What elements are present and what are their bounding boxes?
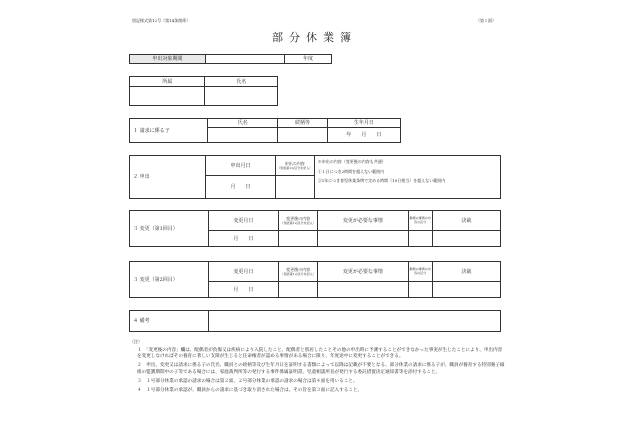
change2-table bbox=[129, 261, 501, 298]
request-date-label: 申出月日 bbox=[206, 156, 276, 176]
change1-section-label: ３ 変更（第1回目） bbox=[130, 211, 209, 247]
request-table bbox=[129, 155, 501, 199]
change1-doc-field[interactable] bbox=[408, 231, 432, 247]
period-year-field[interactable] bbox=[205, 55, 284, 64]
change2-reason-field[interactable] bbox=[318, 282, 409, 298]
change2-reason-label: 変更が必要な事情 bbox=[318, 262, 409, 282]
child-table bbox=[129, 118, 401, 143]
employee-table bbox=[129, 76, 278, 106]
name-label: 氏名 bbox=[205, 77, 278, 87]
request-content-field[interactable] bbox=[275, 176, 314, 199]
request-content-label-text: 申出の内容 bbox=[284, 161, 305, 166]
name-field[interactable] bbox=[205, 87, 278, 106]
note-item-3: ３ １号部分休業の承認の請求の場合は第２面、２号部分休業の承認の請求の場合は第４面を用いること。 bbox=[137, 378, 358, 384]
change1-content-label-text: 変更後の内容 bbox=[286, 216, 311, 221]
change1-reason-label: 変更が必要な事情 bbox=[318, 211, 409, 231]
request-section-label: ２ 申出 bbox=[130, 156, 206, 199]
child-relation-label: 続柄等 bbox=[278, 119, 327, 128]
change1-table bbox=[129, 210, 501, 247]
change2-date-field[interactable]: 月 日 bbox=[208, 282, 279, 298]
request-option-1: ①１日につき2時間を超えない範囲内 bbox=[317, 169, 385, 174]
period-table bbox=[129, 54, 332, 64]
change1-content-field[interactable] bbox=[279, 231, 318, 247]
child-name-label: 氏名 bbox=[208, 119, 278, 128]
change2-decision-label: 決裁 bbox=[432, 262, 500, 282]
request-options-header: ※申出の内容（変更後の内容も共通） bbox=[317, 159, 386, 164]
change1-date-label: 変更月日 bbox=[208, 211, 279, 231]
dept-field[interactable] bbox=[130, 87, 205, 106]
change2-section-label: ３ 変更（第2回目） bbox=[130, 262, 209, 298]
request-content-sublabel: （別表第1の区分を記入） bbox=[277, 166, 313, 170]
page-title: 部分休業簿 bbox=[272, 31, 357, 44]
change1-content-sublabel: （別表第1の区分を記入） bbox=[280, 221, 316, 225]
change2-content-label bbox=[279, 262, 318, 282]
note-item-1: １ 「変更後の内容」欄は、配偶者が負傷又は疾病により入院したこと、配偶者と別居したことその他の申出時に予測することができなかった事実が生じたことにより、申出内容を変更しなければその養育に著しい支障が生じると任命権者が認める事情がある場合に限り、年度途中に変更することができる。 bbox=[137, 348, 503, 360]
change2-date-label: 変更月日 bbox=[208, 262, 279, 282]
change2-content-label-text: 変更後の内容 bbox=[286, 267, 311, 272]
change2-content-sublabel: （別表第1の区分を記入） bbox=[280, 272, 316, 276]
notes-list bbox=[137, 348, 505, 394]
child-section-label: １ 請求に係る子 bbox=[130, 119, 208, 143]
request-date-field[interactable]: 月 日 bbox=[206, 176, 276, 199]
change1-date-field[interactable]: 月 日 bbox=[208, 231, 279, 247]
request-option-2: ②1年につき育児休業条例で定める時間（10日相当）を超えない範囲内 bbox=[317, 178, 446, 183]
change1-decision-label: 決裁 bbox=[432, 211, 500, 231]
child-birth-label: 生年月日 bbox=[327, 119, 400, 128]
dept-label: 所属 bbox=[130, 77, 205, 87]
change1-decision-field[interactable] bbox=[432, 231, 500, 247]
change1-content-label bbox=[279, 211, 318, 231]
request-options-cell bbox=[314, 156, 500, 199]
child-name-field[interactable] bbox=[208, 128, 278, 143]
period-label: 申出対象期間 bbox=[130, 55, 206, 64]
request-content-label bbox=[275, 156, 314, 176]
note-item-2: ２ 申出、変更又は請求に係る子の氏名、職員との続柄等及び生年月日を証明する書類によって以降は記載が不要となる。部分休業の請求に係る子が、職員が養育する特別養子縁組の監護期間中の子等である場合には、家庭裁判所等の発行する事件係属証明書、児童相談所長が発行する委託措置決定通知書等を添付すること。 bbox=[137, 363, 505, 375]
change2-doc-field[interactable] bbox=[408, 282, 432, 298]
page-number: （第１面） bbox=[476, 18, 496, 23]
form-reference: 別記様式第12号（第14条関係） bbox=[132, 18, 191, 23]
change2-decision-field[interactable] bbox=[432, 282, 500, 298]
child-birth-field[interactable]: 年 月 日 bbox=[327, 128, 400, 143]
notes-heading: （注） bbox=[130, 339, 142, 344]
change1-doc-label: 勤務の事情の内容の区分 bbox=[408, 211, 432, 231]
change1-reason-field[interactable] bbox=[318, 231, 409, 247]
note-item-4: ４ １号部分休業の承認が、職員からの請求に基づき取り消された場合は、その旨を第３面に記入すること。 bbox=[137, 388, 363, 394]
remarks-label: ４ 備考 bbox=[130, 311, 209, 332]
change2-doc-label: 勤務の事情の内容の区分 bbox=[408, 262, 432, 282]
period-year-unit: 年度 bbox=[284, 55, 331, 64]
child-relation-field[interactable] bbox=[278, 128, 327, 143]
change2-content-field[interactable] bbox=[279, 282, 318, 298]
remarks-field[interactable] bbox=[208, 311, 500, 332]
remarks-table bbox=[129, 310, 501, 332]
